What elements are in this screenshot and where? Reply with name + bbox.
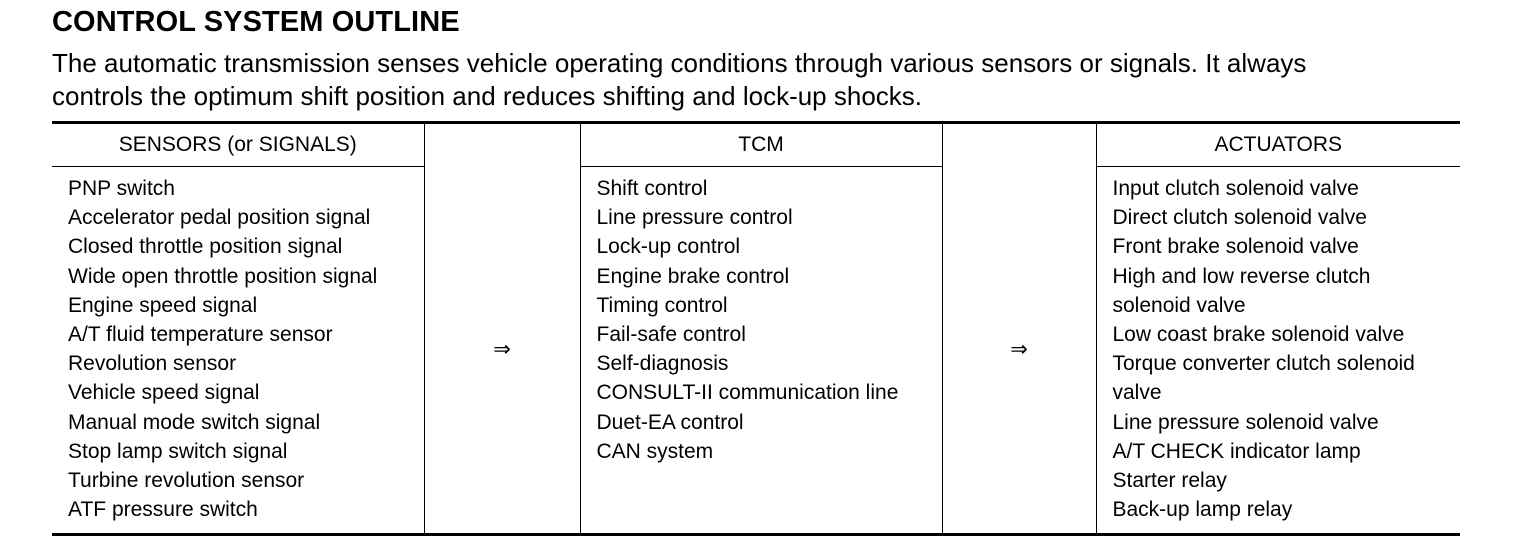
list-item: Revolution sensor [68,352,237,376]
sensors-list [52,167,424,535]
sensors-header: SENSORS (or SIGNALS) [52,123,424,167]
double-arrow-icon: ⇒ [493,337,511,362]
double-arrow-icon: ⇒ [1010,337,1028,362]
list-item: Direct clutch solenoid valve [1112,206,1367,230]
table-header-row [52,123,1460,167]
list-item: Stop lamp switch signal [68,439,288,463]
tcm-list [580,167,942,535]
list-item: A/T CHECK indicator lamp [1112,439,1361,463]
tcm-header: TCM [580,123,942,167]
list-item: CAN system [596,439,714,463]
list-item: CONSULT-II communication line [596,381,899,405]
actuators-list [1096,167,1460,535]
list-item: Line pressure solenoid valve [1112,410,1379,434]
list-item: Closed throttle position signal [68,235,343,259]
list-item: ATF pressure switch [68,498,258,522]
list-item: Line pressure control [596,206,793,230]
actuators-header: ACTUATORS [1096,123,1460,167]
list-item: valve [1112,381,1162,405]
list-item: Torque converter clutch solenoid [1112,352,1415,376]
list-item: Engine speed signal [68,293,258,317]
list-item: Manual mode switch signal [68,410,321,434]
list-item: Fail-safe control [596,323,746,347]
intro-line-2: controls the optimum shift position and reduces shifting and lock-up shocks. [52,81,923,111]
list-item: Low coast brake solenoid valve [1112,323,1405,347]
list-item: High and low reverse clutch [1112,264,1371,288]
list-item: Timing control [596,293,728,317]
list-item: Front brake solenoid valve [1112,235,1359,259]
list-item: solenoid valve [1112,293,1246,317]
list-item: Accelerator pedal position signal [68,206,371,230]
list-item: PNP switch [68,177,175,200]
list-item: Wide open throttle position signal [68,264,378,288]
control-system-table [52,121,1460,536]
intro-line-1: The automatic transmission senses vehicle operating conditions through various sensors or signals. It always [52,48,1307,78]
arrow-sensors-to-tcm [424,167,580,535]
list-item: A/T fluid temperature sensor [68,323,333,347]
list-item: Shift control [596,177,708,200]
list-item: Self-diagnosis [596,352,729,376]
list-item: Duet-EA control [596,410,744,434]
list-item: Input clutch solenoid valve [1112,177,1359,200]
list-item: Starter relay [1112,469,1227,493]
section-title: CONTROL SYSTEM OUTLINE [52,6,460,38]
arrow-header-blank [942,123,1096,167]
arrow-tcm-to-actuators [942,167,1096,535]
intro-paragraph [52,47,1472,113]
list-item: Back-up lamp relay [1112,498,1293,522]
list-item: Turbine revolution sensor [68,469,305,493]
arrow-header-blank [424,123,580,167]
table-body-row [52,167,1460,535]
document-page [52,0,1472,522]
list-item: Vehicle speed signal [68,381,260,405]
list-item: Engine brake control [596,264,790,288]
list-item: Lock-up control [596,235,741,259]
